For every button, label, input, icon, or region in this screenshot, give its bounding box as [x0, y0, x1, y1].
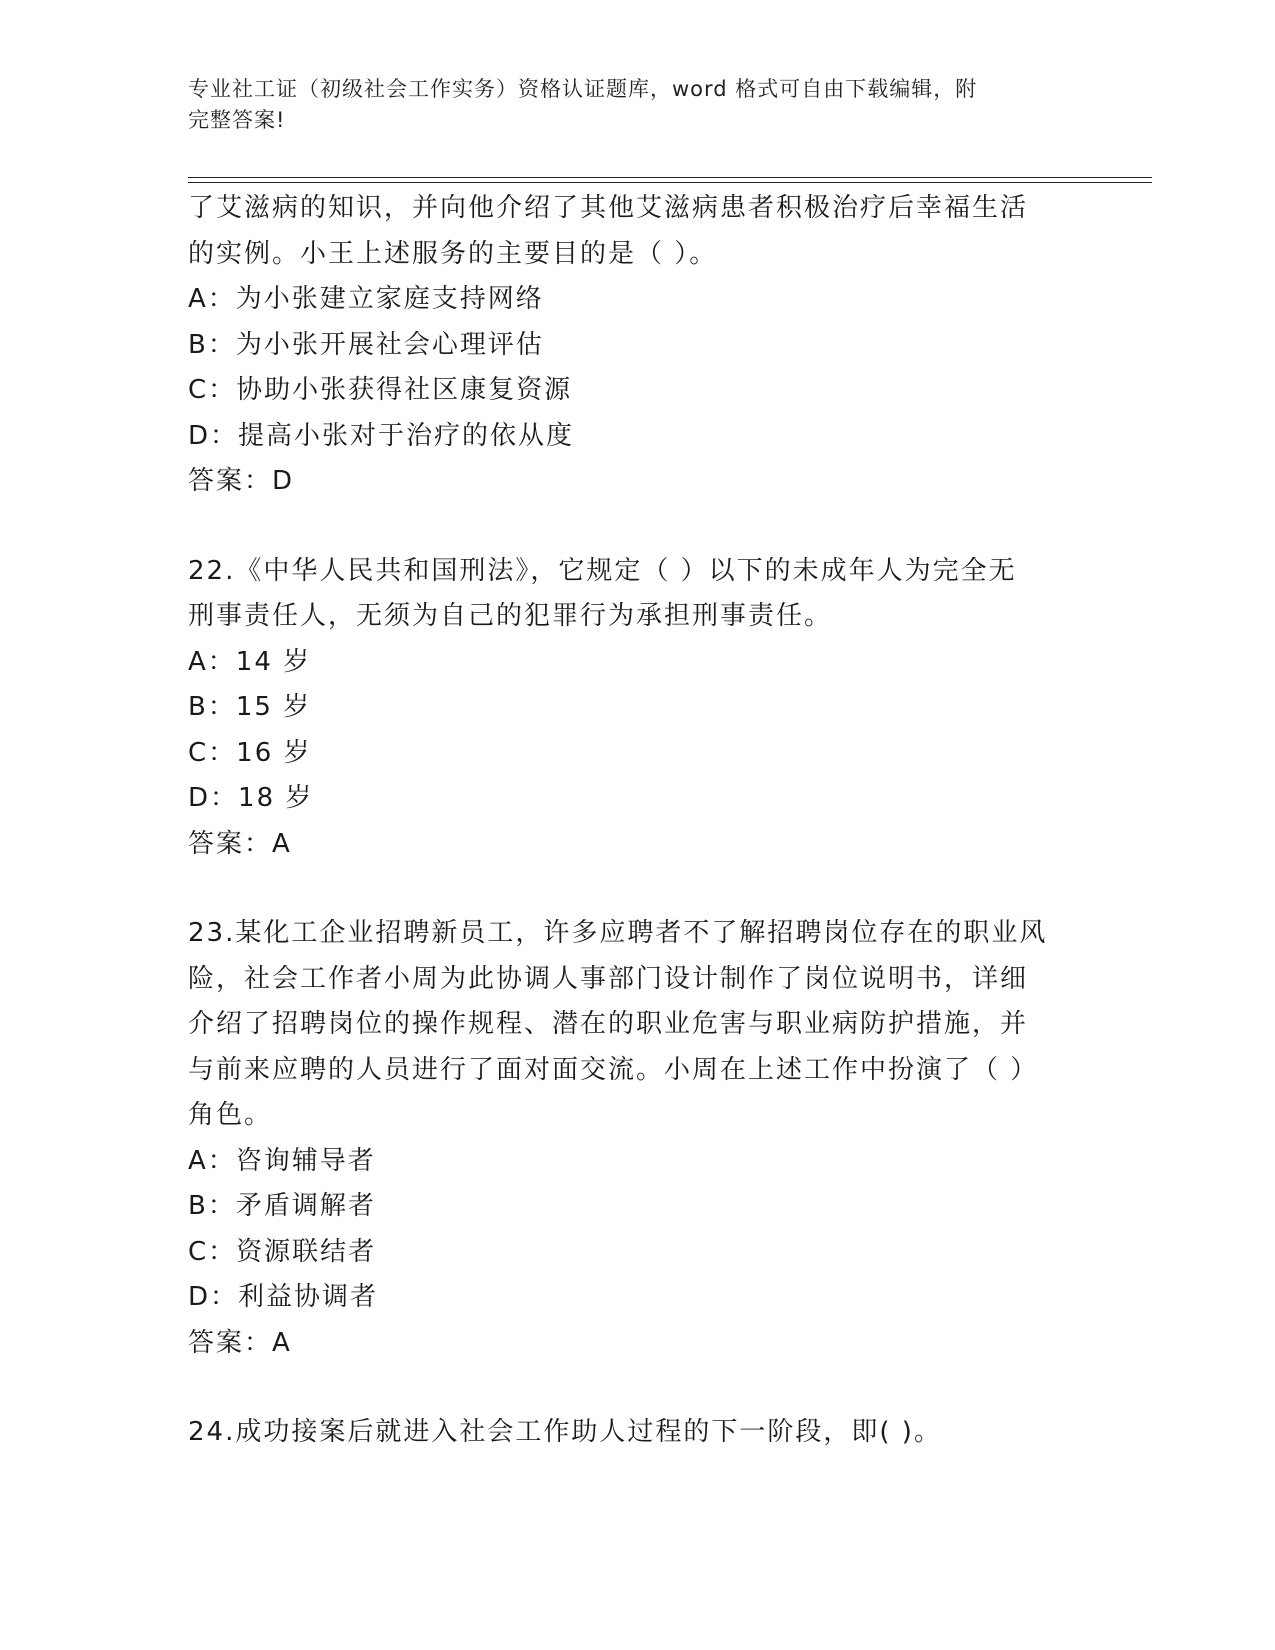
question-22 [188, 549, 1088, 868]
question-stem-line: 与前来应聘的人员进行了面对面交流。小周在上述工作中扮演了（ ） [188, 1054, 1039, 1085]
question-spacer [188, 867, 1088, 911]
header-line-2: 完整答案! [188, 108, 286, 132]
question-spacer [188, 505, 1088, 549]
question-21 [188, 186, 1088, 505]
option-c: C：协助小张获得社区康复资源 [188, 375, 573, 405]
option-d: D：18 岁 [188, 783, 314, 813]
question-stem-line: 22.《中华人民共和国刑法》，它规定（ ）以下的未成年人为完全无 [188, 555, 1017, 586]
question-stem-line: 刑事责任人，无须为自己的犯罪行为承担刑事责任。 [188, 601, 833, 631]
document-header [188, 74, 1088, 136]
option-d: D：提高小张对于治疗的依从度 [188, 420, 575, 451]
option-b: B：15 岁 [188, 692, 312, 722]
question-stem-line: 险，社会工作者小周为此协调人事部门设计制作了岗位说明书，详细 [188, 963, 1029, 994]
option-a: A：为小张建立家庭支持网络 [188, 284, 544, 314]
question-stem-line: 23.某化工企业招聘新员工，许多应聘者不了解招聘岗位存在的职业风 [188, 918, 1048, 948]
option-a: A：咨询辅导者 [188, 1145, 376, 1176]
option-d: D：利益协调者 [188, 1282, 379, 1312]
option-c: C：资源联结者 [188, 1236, 377, 1267]
question-stem-line: 角色。 [188, 1100, 273, 1130]
option-a: A：14 岁 [188, 646, 312, 677]
question-23 [188, 911, 1088, 1366]
option-c: C：16 岁 [188, 737, 312, 768]
question-stem-line: 了艾滋病的知识，并向他介绍了其他艾滋病患者积极治疗后幸福生活 [188, 193, 1029, 223]
option-b: B：矛盾调解者 [188, 1191, 376, 1221]
header-rule-bottom [188, 182, 1152, 183]
question-stem-line: 24.成功接案后就进入社会工作助人过程的下一阶段，即( )。 [188, 1417, 942, 1447]
answer-line: 答案：D [188, 466, 295, 496]
question-spacer [188, 1366, 1088, 1410]
header-line-1: 专业社工证（初级社会工作实务）资格认证题库，word 格式可自由下载编辑，附 [188, 77, 978, 101]
question-stem-line: 介绍了招聘岗位的操作规程、潜在的职业危害与职业病防护措施，并 [188, 1009, 1029, 1039]
question-content [188, 186, 1088, 1456]
answer-line: 答案：A [188, 828, 292, 859]
question-24 [188, 1410, 1088, 1456]
option-b: B：为小张开展社会心理评估 [188, 329, 544, 360]
question-stem-line: 的实例。小王上述服务的主要目的是（ ）。 [188, 238, 718, 269]
answer-line: 答案：A [188, 1327, 292, 1358]
header-rule-top [188, 177, 1152, 178]
